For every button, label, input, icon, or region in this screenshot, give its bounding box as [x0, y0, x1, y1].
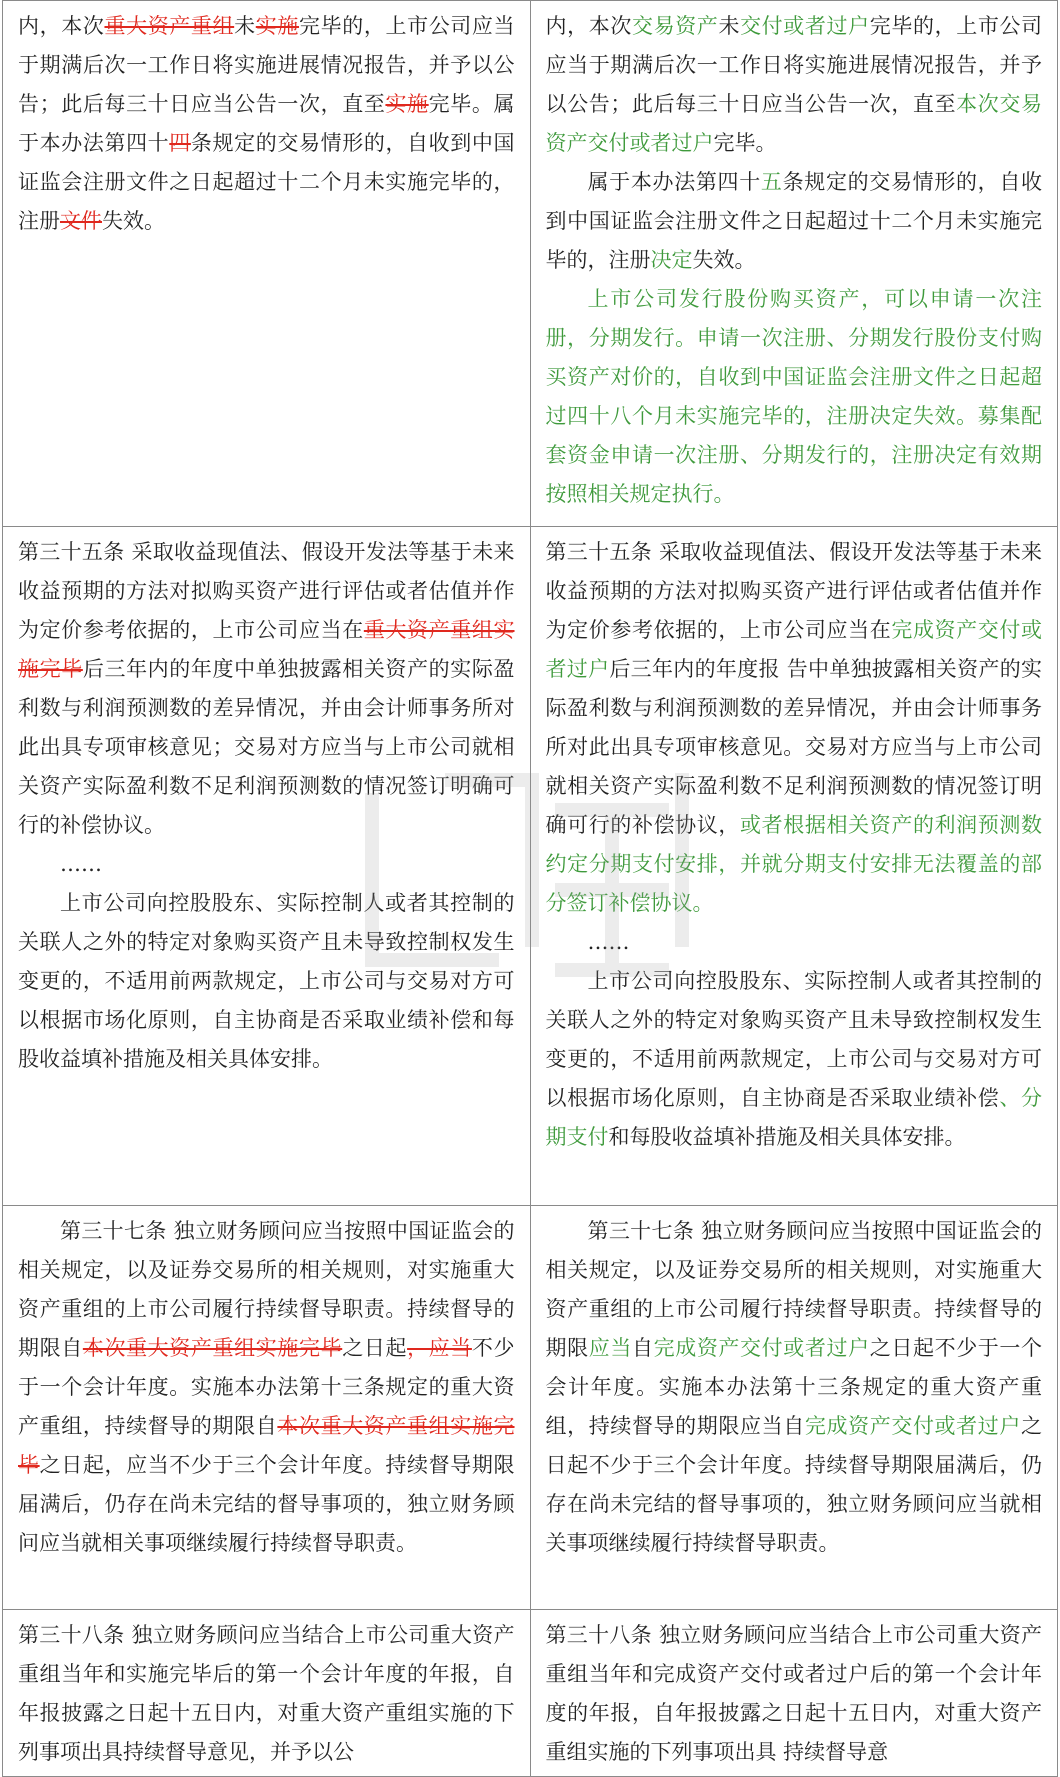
text-span: 条规定的交易情形的，自收到中国证监会注册文件之日起超过十二个月未实施完毕的，注册: [545, 170, 1043, 272]
paragraph: [18, 1212, 515, 1563]
text-span: 完毕。: [713, 131, 777, 155]
comparison-table: [2, 0, 1058, 1777]
original-text-cell: [3, 527, 531, 1206]
text-span: 第三十五条 采取收益现值法、假设开发法等基于未来收益预期的方法对拟购买资产进行评估或者估值并作为定价参考依据的，上市公司应当在: [545, 540, 1042, 642]
text-span: 条规定的交易情形的，自收到中国证监会注册文件之日起超过十二个月未实施完毕的，注册: [18, 131, 515, 233]
table-row: [3, 527, 1058, 1206]
revised-text-cell: [530, 1610, 1058, 1777]
paragraph: [546, 1212, 1043, 1563]
paragraph: [546, 7, 1043, 163]
paragraph: [546, 280, 1043, 514]
inserted-text: 完成资产交付或者过户: [545, 618, 1043, 681]
paragraph: [546, 1616, 1043, 1772]
inserted-text: 完成资产交付或者过户: [804, 1414, 1022, 1438]
text-span: 未: [234, 14, 256, 38]
deleted-text: 重大资产重组: [104, 14, 235, 38]
deleted-text: 本次重大资产重组实施完毕: [82, 1336, 343, 1360]
text-span: 完毕。属于本办法第四十: [18, 92, 515, 155]
inserted-text: 本次交易资产交付或者过户: [545, 92, 1043, 155]
table-row: [3, 1, 1058, 527]
paragraph: [546, 923, 1043, 962]
text-span: 内，本次: [545, 14, 632, 38]
paragraph: [18, 7, 515, 241]
text-span: 之日起不少于三个会计年度。持续督导期限届满后，仍存在尚未完结的督导事项的，独立财务顾问应当就相关事项继续履行持续督导职责。: [545, 1414, 1043, 1555]
paragraph: [546, 163, 1043, 280]
text-span: 失效。: [102, 209, 165, 233]
paragraph: [18, 1616, 515, 1772]
text-span: 第三十七条 独立财务顾问应当按照中国证监会的相关规定，以及证券交易所的相关规则，对实施重大资产重组的上市公司履行持续督导职责。持续督导的期限: [545, 1219, 1042, 1360]
text-span: 自: [631, 1336, 654, 1360]
text-span: 未: [718, 14, 741, 38]
inserted-text: 五: [760, 170, 783, 194]
table-row: [3, 1610, 1058, 1777]
revised-text-cell: [530, 1206, 1058, 1610]
inserted-text: 上市公司发行股份购买资产，可以申请一次注册，分期发行。申请一次注册、分期发行股份支付购买资产对价的，自收到中国证监会注册文件之日起超过四十八个月未实施完毕的，注册决定失效。募集配套资金申请一次注册、分期发行的，注册决定有效期按照相关规定执行。: [545, 287, 1042, 506]
paragraph: [18, 533, 515, 845]
text-span: ……: [60, 852, 102, 876]
deleted-text: 四: [169, 131, 191, 155]
inserted-text: 完成资产交付或者过户: [653, 1336, 870, 1360]
text-span: 之日起不少于一个会计年度。实施本办法第十三条规定的重大资产重组，持续督导的期限应当自: [545, 1336, 1043, 1438]
original-text-cell: [3, 1206, 531, 1610]
text-span: 第三十八条 独立财务顾问应当结合上市公司重大资产重组当年和完成资产交付或者过户后的第一个会计年度的年报，自年报披露之日起十五日内，对重大资产重组实施的下列事项出具 持续督导意: [545, 1623, 1042, 1764]
inserted-text: 交易资产: [631, 14, 719, 38]
text-span: 完毕的，上市公司应当于期满后次一工作日将实施进展情况报告，并予以公告；此后每三十日应当公告一次，直至: [18, 14, 515, 116]
text-span: 和每股收益填补措施及相关具体安排。: [608, 1125, 966, 1149]
text-span: 不少于一个会计年度。实施本办法第十三条规定的重大资产重组，持续督导的期限自: [18, 1336, 515, 1438]
paragraph: [18, 845, 515, 884]
deleted-text: 重大资产重组实施完毕: [18, 618, 515, 681]
text-span: 完毕的，上市公司应当于期满后次一工作日将实施进展情况报告，并予以公告；此后每三十日应当公告一次，直至: [545, 14, 1043, 116]
deleted-text: 文件: [60, 209, 102, 233]
text-span: 第三十五条 采取收益现值法、假设开发法等基于未来收益预期的方法对拟购买资产进行评估或者估值并作为定价参考依据的，上市公司应当在: [18, 540, 515, 642]
original-text-cell: [3, 1610, 531, 1777]
paragraph: [546, 533, 1043, 923]
revised-text-cell: [530, 1, 1058, 527]
text-span: 上市公司向控股股东、实际控制人或者其控制的关联人之外的特定对象购买资产且未导致控制权发生变更的，不适用前两款规定，上市公司与交易对方可以根据市场化原则，自主协商是否采取业绩补偿: [545, 969, 1042, 1110]
inserted-text: 、分期支付: [545, 1086, 1043, 1149]
deleted-text: 本次重大资产重组实施完毕: [18, 1414, 515, 1477]
revised-text-cell: [530, 527, 1058, 1206]
deleted-text: ，应当: [407, 1336, 472, 1360]
inserted-text: 或者根据相关资产的利润预测数约定分期支付安排，并就分期支付安排无法覆盖的部分签订补偿协议。: [545, 813, 1043, 915]
deleted-text: 实施: [385, 92, 429, 116]
text-span: 之日起: [342, 1336, 408, 1360]
text-span: 后三年内的年度中单独披露相关资产的实际盈利数与利润预测数的差异情况，并由会计师事务所对此出具专项审核意见；交易对方应当与上市公司就相关资产实际盈利数不足利润预测数的情况签订明确可行的补偿协议。: [18, 657, 515, 837]
deleted-text: 实施: [255, 14, 300, 38]
inserted-text: 决定: [650, 248, 693, 272]
text-span: 之日起，应当不少于三个会计年度。持续督导期限届满后，仍存在尚未完结的督导事项的，独立财务顾问应当就相关事项继续履行持续督导职责。: [18, 1453, 515, 1555]
text-span: 属于本办法第四十: [587, 170, 761, 194]
table-row: [3, 1206, 1058, 1610]
inserted-text: 应当: [588, 1336, 632, 1360]
text-span: 上市公司向控股股东、实际控制人或者其控制的关联人之外的特定对象购买资产且未导致控制权发生变更的，不适用前两款规定，上市公司与交易对方可以根据市场化原则，自主协商是否采取业绩补偿和每股收益填补措施及相关具体安排。: [18, 891, 515, 1071]
original-text-cell: [3, 1, 531, 527]
text-span: 第三十七条 独立财务顾问应当按照中国证监会的相关规定，以及证券交易所的相关规则，对实施重大资产重组的上市公司履行持续督导职责。持续督导的期限自: [18, 1219, 515, 1360]
comparison-document: [2, 0, 1057, 1777]
text-span: 后三年内的年度报 告中单独披露相关资产的实际盈利数与利润预测数的差异情况，并由会计师事务所对此出具专项审核意见。交易对方应当与上市公司就相关资产实际盈利数不足利润预测数的情况签订明确可行的补偿协议，: [545, 657, 1042, 837]
text-span: ……: [587, 930, 630, 954]
inserted-text: 交付或者过户: [740, 14, 870, 38]
paragraph: [18, 884, 515, 1079]
paragraph: [546, 962, 1043, 1157]
text-span: 第三十八条 独立财务顾问应当结合上市公司重大资产重组当年和实施完毕后的第一个会计年度的年报，自年报披露之日起十五日内，对重大资产重组实施的下列事项出具持续督导意见，并予以公: [18, 1623, 515, 1764]
text-span: 内，本次: [18, 14, 105, 38]
text-span: 失效。: [692, 248, 756, 272]
